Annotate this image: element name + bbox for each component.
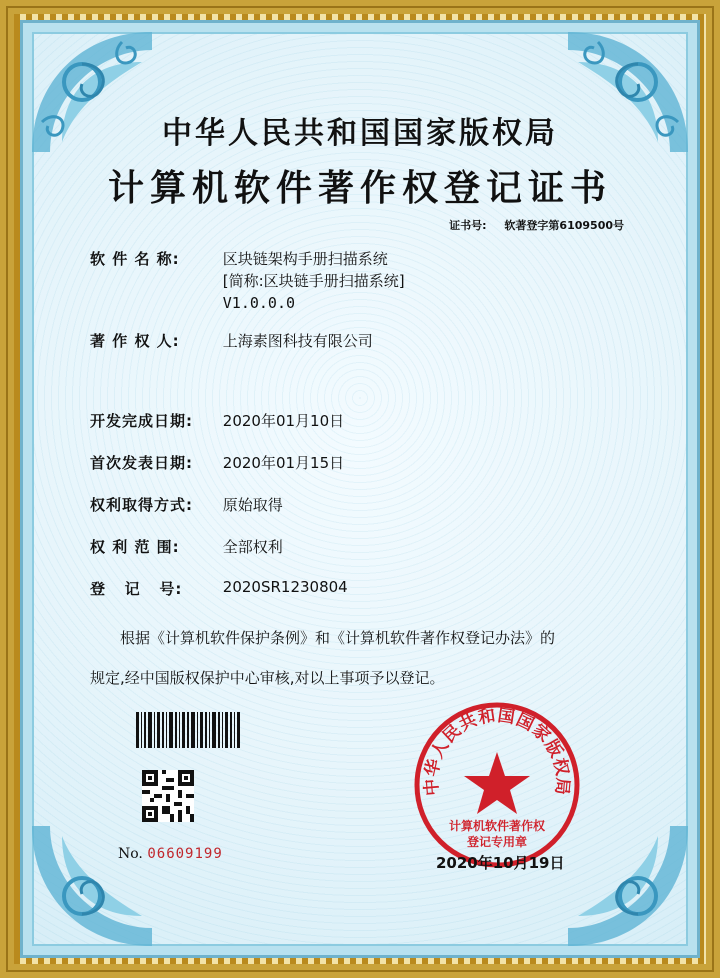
completion-date-value: 2020年01月10日 (222, 412, 345, 430)
serial-value: 06609199 (147, 846, 223, 862)
statement-line-1: 根据《计算机软件保护条例》和《计算机软件著作权登记办法》的 (120, 629, 556, 647)
software-name-row (90, 248, 405, 314)
statement (90, 618, 630, 698)
acquisition-method-value: 原始取得 (222, 496, 283, 514)
corner-ornament-icon (22, 816, 162, 956)
issue-date: 2020年10月19日 (436, 854, 565, 872)
registration-number-value: 2020SR1230804 (222, 578, 348, 596)
seal-center-line-2: 登记专用章 (466, 835, 528, 849)
certificate-number-value: 软著登字第6109500号 (504, 219, 624, 232)
certificate-title: 计算机软件著作权登记证书 (107, 168, 612, 209)
rights-scope-label: 权 利 范 围: (90, 538, 180, 556)
serial-number (118, 846, 223, 862)
issuer-title: 中华人民共和国国家版权局 (162, 116, 558, 151)
first-publish-date-label: 首次发表日期: (90, 454, 193, 472)
first-publish-date-row (90, 452, 344, 473)
statement-line-2: 规定,经中国版权保护中心审核,对以上事项予以登记。 (90, 669, 445, 687)
certificate-number-label: 证书号: (449, 219, 487, 232)
registration-number-row (90, 578, 348, 599)
completion-date-row (90, 410, 344, 431)
registration-number-label: 登 记 号: (90, 580, 183, 598)
first-publish-date-value: 2020年01月15日 (222, 454, 345, 472)
qr-code-icon (142, 770, 194, 822)
acquisition-method-row (90, 494, 283, 515)
rights-scope-value: 全部权利 (222, 538, 283, 556)
rights-scope-row (90, 536, 283, 557)
certificate-number (449, 217, 624, 233)
software-name-label: 软 件 名 称: (90, 250, 180, 268)
software-name-value: 区块链架构手册扫描系统 (222, 250, 388, 268)
official-seal-icon (412, 700, 582, 870)
acquisition-method-label: 权利取得方式: (90, 496, 193, 514)
copyright-owner-row (90, 330, 373, 351)
copyright-owner-label: 著 作 权 人: (90, 332, 180, 350)
software-version: V1.0.0.0 (222, 294, 296, 312)
completion-date-label: 开发完成日期: (90, 412, 193, 430)
seal-arc-text: 中华人民共和国国家版权局 (421, 705, 573, 797)
copyright-owner-value: 上海素图科技有限公司 (222, 332, 373, 350)
barcode-icon (136, 712, 240, 748)
software-short-name: [简称:区块链手册扫描系统] (222, 272, 405, 290)
serial-prefix: No. (118, 846, 143, 862)
seal-center-line-1: 计算机软件著作权 (448, 819, 546, 833)
